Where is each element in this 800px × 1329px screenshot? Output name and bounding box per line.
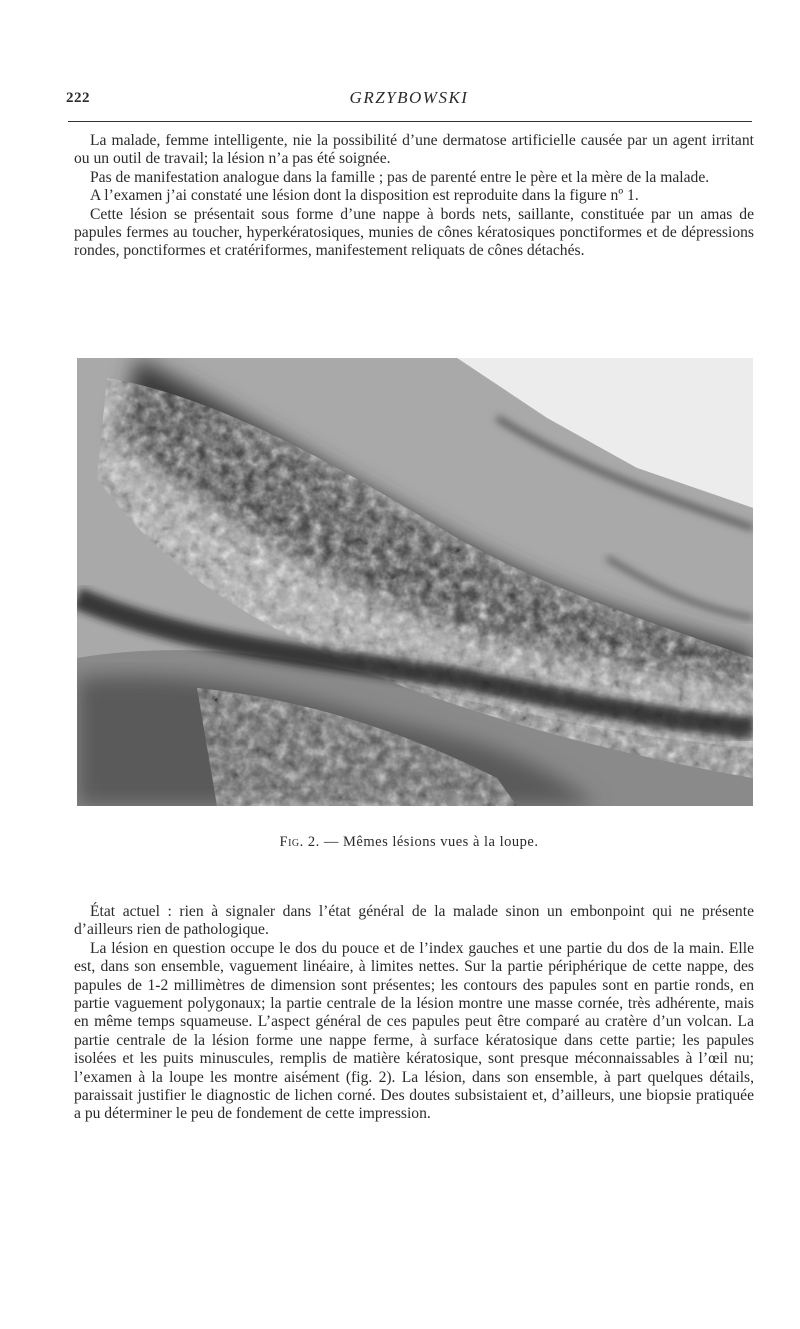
figure-caption-text: — Mêmes lésions vues à la loupe. — [319, 834, 539, 850]
lesion-photograph — [77, 358, 753, 806]
figure-label: Fig. 2. — [279, 834, 320, 850]
paragraph: La malade, femme intelligente, nie la possibilité d’une dermatose artificielle causée par un agent irritant ou un outil de travail; la lésion n’a pas été soignée. — [74, 132, 754, 168]
header-rule — [68, 121, 752, 122]
body-text-top — [74, 132, 754, 261]
paragraph: Pas de manifestation analogue dans la famille ; pas de parenté entre le père et la mère de la malade. — [90, 168, 710, 186]
paragraph: A l’examen j’ai constaté une lésion dont la disposition est reproduite dans la figure nº 1. — [90, 187, 639, 205]
running-title: GRZYBOWSKI — [349, 88, 469, 107]
page-number: 222 — [66, 90, 90, 106]
figure-caption — [64, 834, 754, 851]
figure-photograph — [77, 358, 753, 806]
paragraph: État actuel : rien à signaler dans l’état général de la malade sinon un embonpoint qui ne présente d’ailleurs rien de pathologique. — [74, 903, 754, 939]
body-text-bottom — [74, 903, 754, 1124]
paragraph: Cette lésion se présentait sous forme d’une nappe à bords nets, saillante, constituée par un amas de papules fermes au toucher, hyperkératosiques, munies de cônes kératosiques ponctiformes et de dépressions rondes, ponctiformes et cratériformes, manifestement reliquats de cônes détachés. — [74, 205, 754, 260]
page-header — [64, 88, 754, 110]
paragraph: La lésion en question occupe le dos du pouce et de l’index gauches et une partie du dos de la main. Elle est, dans son ensemble, vaguement linéaire, à limites nettes. Sur la partie périphérique de cette nappe, des papules de 1-2 millimètres de dimension sont présentes; les contours des papules sont en partie ronds, en partie vaguement polygonaux; la partie centrale de la lésion montre une masse cornée, très adhérente, mais en même temps squameuse. L’aspect général de ces papules peut être comparé au cratère d’un volcan. La partie centrale de la lésion forme une nappe ferme, à surface kératosique dans cette partie; les papules isolées et les puits minuscules, remplis de matière kératosique, sont presque méconnaissables à l’œil nu; l’examen à la loupe les montre aisément (fig. 2). La lésion, dans son ensemble, à part quelques détails, paraissait justifier le diagnostic de lichen corné. Des doutes subsistaient et, d’ailleurs, une biopsie pratiquée a pu déterminer le peu de fondement de cette impression. — [74, 939, 754, 1123]
